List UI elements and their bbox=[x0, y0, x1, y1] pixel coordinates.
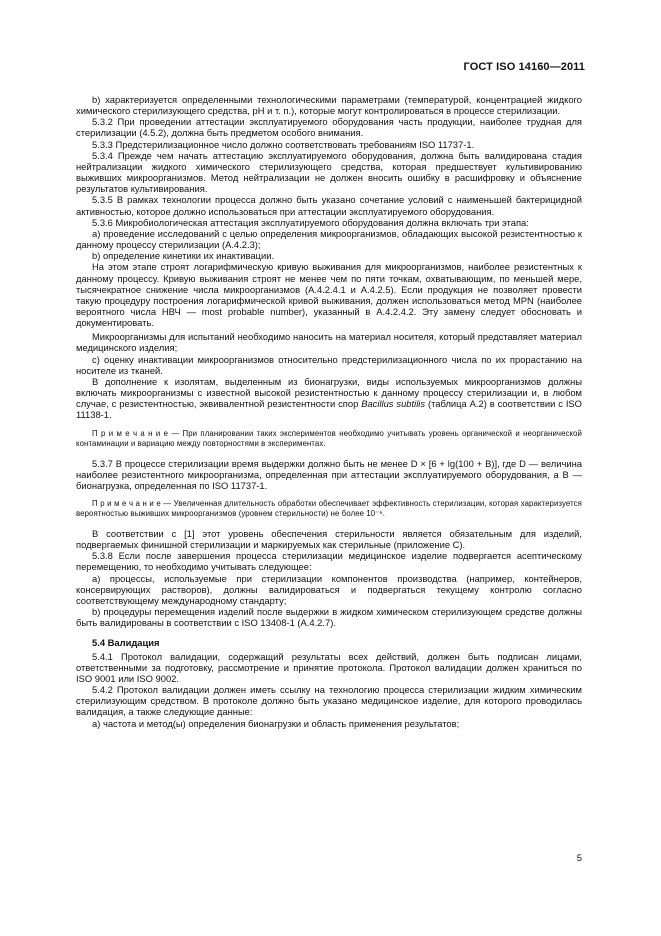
page-number: 5 bbox=[576, 852, 582, 863]
paragraph: На этом этапе строят логарифмическую кривую выживания для микроорганизмов, наиболее резистентных к данному процессу. Кривую выживания строят не менее чем по пяти точкам, охватывающим, по меньшей мере, тысячекратное снижение числа микроорганизмов (А.4.2.4.1 и А.4.2.5). Если продукция не позволяет провести такую процедуру построения логарифмической кривой выживания, должен использоваться метод MPN (наиболее вероятного числа НВЧ — most probable number), указанный в А.4.2.4.2. Эту замену следует обосновать и документировать. bbox=[76, 261, 582, 329]
species-name: Bacillus subtilis bbox=[361, 398, 426, 410]
page-body bbox=[76, 94, 582, 729]
paragraph: Микроорганизмы для испытаний необходимо наносить на материал носителя, который представляет материал медицинского изделия; bbox=[76, 331, 582, 354]
clause-5-3-4: 5.3.4 Прежде чем начать аттестацию эксплуатируемого оборудования, должна быть валидирована стадия нейтрализации жидкого химического стерилизующего средства, которая предшествует культивированию выживших микроорганизмов. Метод нейтрализации не должен вносить ошибку в расшифровку и объяснение результатов культивирования. bbox=[76, 149, 582, 195]
list-item: а) проведение исследований с целью определения микроорганизмов, обладающих высокой резистентностью к данному процессу стерилизации (А.4.2.3); bbox=[76, 227, 582, 251]
clause-5-3-5: 5.3.5 В рамках технологии процесса должно быть указано сочетание условий с наименьшей бактерицидной активностью, которое должно использоваться при аттестации эксплуатируемого оборудования. bbox=[76, 194, 582, 217]
paragraph: В соответствии с [1] этот уровень обеспечения стерильности является обязательным для изделий, подвергаемых финишной стерилизации и маркируемых как стерильные (приложение С). bbox=[76, 528, 582, 551]
note: П р и м е ч а н и е — Увеличенная длительность обработки обеспечивает эффективность стерилизации, которая характеризуется вероятностью выживших микроорганизмов (уровнем стерильности) не более 10⁻⁶. bbox=[76, 499, 582, 518]
list-item: а) частота и метод(ы) определения бионагрузки и область применения результатов; bbox=[92, 717, 460, 729]
section-heading: 5.4 Валидация bbox=[92, 637, 160, 649]
clause-5-3-6: 5.3.6 Микробиологическая аттестация эксплуатируемого оборудования должна включать три этапа: bbox=[92, 216, 529, 228]
clause-5-3-7: 5.3.7 В процессе стерилизации время выдержки должно быть не менее D × [6 + lg(100 + B)], где D — величина наиболее резистентного микроорганизма, определенная при аттестации эксплуатируемого оборудования, а B — бионагрузка, определенная по ISO 11737-1. bbox=[76, 457, 582, 491]
list-item: b) определение кинетики их инактивации. bbox=[92, 250, 275, 262]
paragraph bbox=[76, 376, 582, 421]
paragraph: b) характеризуется определенными технологическими параметрами (температурой, концентрацией жидкого химического стерилизующего средства, pH и т. п.), которые могут контролироваться в процессе стерилизации. bbox=[76, 94, 582, 117]
standard-designation: ГОСТ ISO 14160—2011 bbox=[463, 61, 585, 73]
clause-5-4-1: 5.4.1 Протокол валидации, содержащий результаты всех действий, должен быть подписан лицами, ответственными за подготовку, рассмотрение и принятие протокола. Протокол валидации должен храниться по ISO 9001 или ISO 9002. bbox=[76, 650, 582, 684]
paragraph-text: (таблица А.2) в соответствии с ISO 11138-1. bbox=[76, 398, 582, 421]
list-item: b) процедуры перемещения изделий после выдержки в жидком химическом стерилизующем средстве должны быть валидированы в соответствии с ISO 13408-1 (А.4.2.7). bbox=[76, 606, 582, 629]
list-item: а) процессы, используемые при стерилизации компонентов производства (например, контейнеров, консервирующих растворов), должны валидироваться и подвергаться текущему контролю согласно соответствующему международному стандарту; bbox=[76, 572, 582, 606]
clause-5-4-2: 5.4.2 Протокол валидации должен иметь ссылку на технологию процесса стерилизации жидким химическим стерилизующим средством. В протоколе должно быть указано медицинское изделие, для которого проводилась валидация, а также следующие данные: bbox=[76, 684, 582, 718]
list-item: с) оценку инактивации микроорганизмов относительно предстерилизационного числа по их прорастанию на носителе из тканей. bbox=[76, 353, 582, 376]
paragraph-text: В дополнение к изолятам, выделенным из бионагрузки, виды используемых микроорганизмов должны включать микроорганизмы с известной высокой резистентностью к данному процессу стерилизации и, в любом случае, с резистентностью, эквивалентной резистентности спор bbox=[76, 375, 582, 410]
clause-5-3-3: 5.3.3 Предстерилизационное число должно соответствовать требованиям ISO 11737-1. bbox=[92, 138, 475, 150]
note: П р и м е ч а н и е — При планировании таких экспериментов необходимо учитывать уровень органической и неорганической контаминации и вариацию между повторностями в экспериментах. bbox=[76, 428, 582, 448]
clause-5-3-8: 5.3.8 Если после завершения процесса стерилизации медицинское изделие подвергается асептическому перемещению, то необходимо учитывать следующее: bbox=[76, 550, 582, 573]
clause-5-3-2: 5.3.2 При проведении аттестации эксплуатируемого оборудования часть продукции, наиболее трудная для стерилизации (4.5.2), должна быть предметом особого внимания. bbox=[76, 116, 582, 139]
